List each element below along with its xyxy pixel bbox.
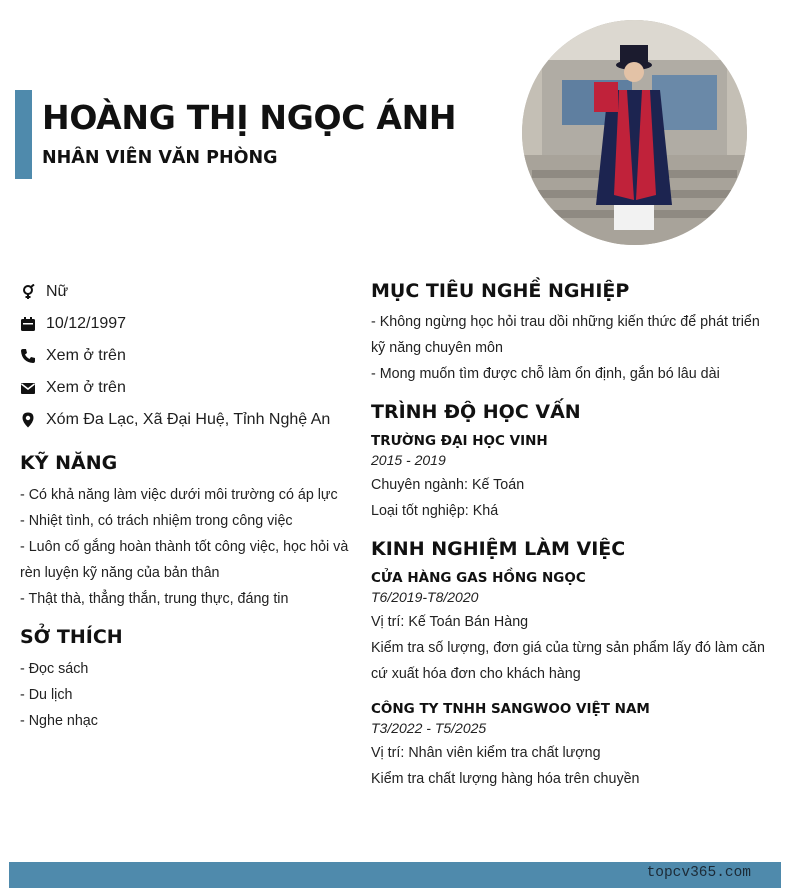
contact-info	[20, 276, 330, 436]
objective-line: - Không ngừng học hỏi trau dồi những kiến thức để phát triển	[371, 314, 760, 330]
address-row	[20, 404, 330, 436]
candidate-name: HOÀNG THỊ NGỌC ÁNH	[42, 98, 457, 137]
address-text: Xóm Đa Lạc, Xã Đại Huệ, Tỉnh Nghệ An	[46, 411, 331, 428]
hobbies-title: SỞ THÍCH	[20, 626, 123, 648]
skills-list	[20, 482, 350, 612]
gender-text: Nữ	[46, 283, 69, 300]
objective-line: - Mong muốn tìm được chỗ làm ổn định, gắn bó lâu dài	[371, 366, 720, 382]
email-row	[20, 372, 330, 404]
objective-title: MỤC TIÊU NGHỀ NGHIỆP	[371, 280, 630, 302]
footer-site: topcv365.com	[646, 865, 751, 881]
hobby-line: - Du lịch	[20, 687, 73, 703]
hobby-line: - Nghe nhạc	[20, 713, 98, 729]
objective-line: kỹ năng chuyên môn	[371, 340, 503, 356]
hobbies-list	[20, 656, 350, 734]
skill-line: - Nhiệt tình, có trách nhiệm trong công việc	[20, 513, 293, 529]
skill-line: - Luôn cố gắng hoàn thành tốt công việc, học hỏi và	[20, 539, 349, 555]
education-grade: Loại tốt nghiệp: Khá	[371, 503, 499, 519]
company-name: CỬA HÀNG GAS HỒNG NGỌC	[371, 570, 586, 586]
right-column	[371, 280, 771, 792]
education-period: 2015 - 2019	[371, 452, 446, 468]
school-name: TRƯỜNG ĐẠI HỌC VINH	[371, 433, 548, 449]
avatar	[522, 20, 747, 245]
name-accent-bar	[15, 90, 32, 179]
job-description: cứ xuất hóa đơn cho khách hàng	[371, 666, 581, 682]
email-text: Xem ở trên	[46, 379, 126, 396]
left-column	[20, 452, 350, 734]
job-description: Kiểm tra số lượng, đơn giá của từng sản phẩm lấy đó làm căn	[371, 640, 765, 656]
job-period: T6/2019-T8/2020	[371, 589, 479, 605]
company-name: CÔNG TY TNHH SANGWOO VIỆT NAM	[371, 701, 650, 717]
birthday-text: 10/12/1997	[46, 315, 127, 332]
experience-title: KINH NGHIỆM LÀM VIỆC	[371, 538, 626, 560]
skill-line: rèn luyện kỹ năng của bản thân	[20, 565, 220, 581]
hobby-line: - Đọc sách	[20, 661, 89, 677]
job-position: Vị trí: Kế Toán Bán Hàng	[371, 614, 529, 630]
job-entry	[371, 701, 771, 792]
location-pin-icon	[20, 412, 36, 428]
phone-icon	[20, 348, 36, 364]
job-entry	[371, 570, 771, 687]
skill-line: - Có khả năng làm việc dưới môi trường có áp lực	[20, 487, 338, 503]
calendar-icon	[20, 316, 36, 332]
objective-list	[371, 309, 771, 387]
education-title: TRÌNH ĐỘ HỌC VẤN	[371, 401, 581, 423]
skills-title: KỸ NĂNG	[20, 452, 118, 474]
job-title: NHÂN VIÊN VĂN PHÒNG	[42, 148, 278, 168]
skill-line: - Thật thà, thẳng thắn, trung thực, đáng tin	[20, 591, 289, 607]
venus-mars-icon	[20, 284, 36, 300]
envelope-icon	[20, 380, 36, 396]
job-description: Kiểm tra chất lượng hàng hóa trên chuyền	[371, 771, 640, 787]
footer-bar	[9, 862, 781, 888]
gender-row	[20, 276, 330, 308]
phone-row	[20, 340, 330, 372]
phone-text: Xem ở trên	[46, 347, 126, 364]
job-period: T3/2022 - T5/2025	[371, 720, 487, 736]
education-major: Chuyên ngành: Kế Toán	[371, 477, 525, 493]
job-position: Vị trí: Nhân viên kiểm tra chất lượng	[371, 745, 601, 761]
birthday-row	[20, 308, 330, 340]
